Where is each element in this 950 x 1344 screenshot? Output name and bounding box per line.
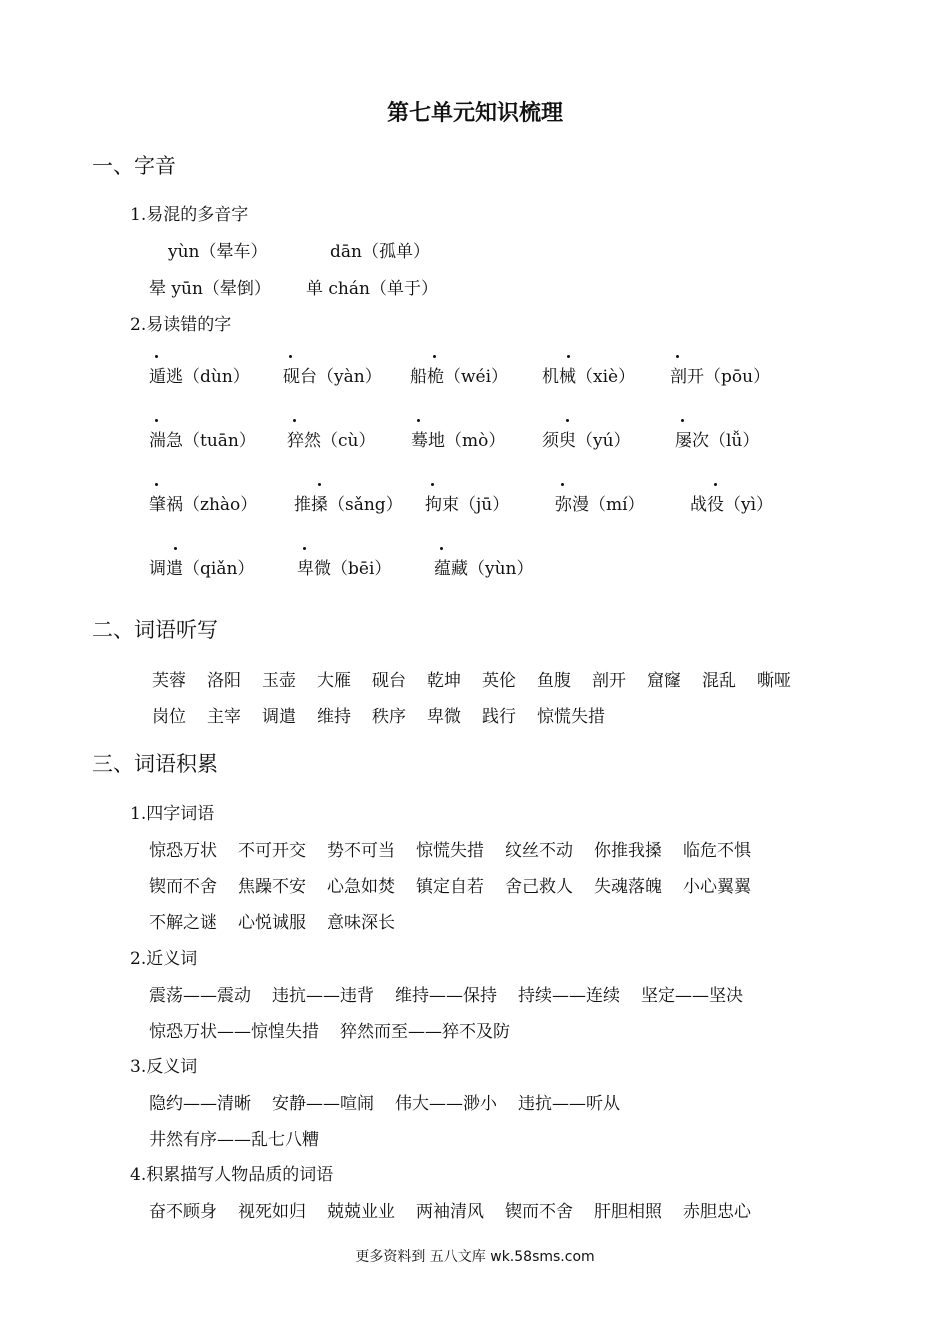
list-item: 猝然（cù） [287, 431, 376, 451]
emphasis-dot [433, 355, 436, 358]
section-heading-pronunciation: 一、字音 [92, 154, 176, 178]
list-item: 惊恐万状 [149, 841, 217, 861]
polyphone-yun-lower [149, 274, 271, 299]
list-item: 焦躁不安 [238, 877, 306, 897]
section-heading-vocabulary: 三、词语积累 [92, 752, 218, 776]
list-item: 玉壶 [262, 671, 296, 691]
list-item: 势不可当 [327, 841, 395, 861]
list-item: 芙蓉 [152, 671, 186, 691]
emphasis-dot [293, 419, 296, 422]
list-item: 洛阳 [207, 671, 241, 691]
list-item: 坚定——坚决 [641, 986, 743, 1006]
polyphone-dan-lower [306, 274, 438, 299]
list-item: 伟大——渺小 [395, 1094, 497, 1114]
emphasis-dot [714, 483, 717, 486]
list-item: 纹丝不动 [505, 841, 573, 861]
synonyms-row-1 [149, 981, 743, 1006]
list-item: 调遣 [262, 707, 296, 727]
emphasis-dot [289, 355, 292, 358]
page-title: 第七单元知识梳理 [386, 101, 563, 126]
dictation-row-2 [152, 702, 605, 727]
polyphone-char-dan: 单 [306, 279, 323, 299]
emphasis-dot [318, 483, 321, 486]
list-item: 屡次（lǚ） [675, 431, 760, 451]
list-item: 砚台（yàn） [283, 367, 382, 387]
list-item: 你推我搡 [594, 841, 662, 861]
list-item: 大雁 [317, 671, 351, 691]
list-item: 舍己救人 [505, 877, 573, 897]
subheading-four-char: 1.四字词语 [130, 804, 215, 824]
list-item: 意味深长 [327, 913, 395, 933]
list-item: 猝然而至——猝不及防 [340, 1022, 510, 1042]
polyphone-char-yun: 晕 [149, 279, 166, 299]
list-item: 岗位 [152, 707, 186, 727]
list-item: 两袖清风 [416, 1202, 484, 1222]
subheading-easy-wrong: 2.易读错的字 [130, 315, 232, 335]
subheading-polyphones: 1.易混的多音字 [130, 205, 249, 225]
list-item: 心悦诚服 [238, 913, 306, 933]
list-item: 主宰 [207, 707, 241, 727]
list-item: 弥漫（mí） [555, 495, 645, 515]
list-item: 井然有序——乱七八糟 [149, 1130, 319, 1150]
list-item: 湍急（tuān） [149, 431, 256, 451]
list-item: 赤胆忠心 [683, 1202, 751, 1222]
list-item: 蕴藏（yùn） [434, 559, 534, 579]
list-item: 心急如焚 [327, 877, 395, 897]
emphasis-dot [681, 419, 684, 422]
list-item: 视死如归 [238, 1202, 306, 1222]
list-item: 违抗——听从 [518, 1094, 620, 1114]
list-item: 小心翼翼 [683, 877, 751, 897]
list-item: 锲而不舍 [149, 877, 217, 897]
list-item: 安静——喧闹 [272, 1094, 374, 1114]
list-item: 维持 [317, 707, 351, 727]
list-item: 肝胆相照 [594, 1202, 662, 1222]
list-item: 剖开 [592, 671, 626, 691]
subheading-qualities: 4.积累描写人物品质的词语 [130, 1165, 334, 1185]
list-item: 蓦地（mò） [411, 431, 506, 451]
list-item: 失魂落魄 [594, 877, 662, 897]
list-item: 不解之谜 [149, 913, 217, 933]
emphasis-dot [155, 355, 158, 358]
synonyms-row-2 [149, 1017, 510, 1042]
list-item: 惊慌失措 [416, 841, 484, 861]
list-item: 剖开（pōu） [670, 367, 771, 387]
emphasis-dot [431, 483, 434, 486]
list-item: 惊慌失措 [537, 707, 605, 727]
list-item: 战役（yì） [690, 495, 774, 515]
polyphone-dan-reading: chán（单于） [328, 279, 438, 299]
list-item: 兢兢业业 [327, 1202, 395, 1222]
emphasis-dot [155, 483, 158, 486]
list-item: 推搡（sǎng） [294, 495, 403, 515]
list-item: 须臾（yú） [542, 431, 631, 451]
list-item: 违抗——违背 [272, 986, 374, 1006]
antonyms-row-1 [149, 1089, 620, 1114]
four-char-row-1 [149, 836, 751, 861]
list-item: 英伦 [482, 671, 516, 691]
polyphone-yun-reading: yūn（晕倒） [171, 279, 271, 299]
list-item: 奋不顾身 [149, 1202, 217, 1222]
list-item: 维持——保持 [395, 986, 497, 1006]
list-item: 砚台 [372, 671, 406, 691]
polyphone-yun-upper: yùn（晕车） [168, 242, 268, 262]
list-item: 临危不惧 [683, 841, 751, 861]
polyphone-dan-upper: dān（孤单） [330, 242, 430, 262]
list-item: 窟窿 [647, 671, 681, 691]
emphasis-dot [676, 355, 679, 358]
four-char-row-3 [149, 908, 395, 933]
emphasis-dot [174, 547, 177, 550]
list-item: 遁逃（dùn） [149, 367, 250, 387]
emphasis-dot [567, 355, 570, 358]
list-item: 乾坤 [427, 671, 461, 691]
emphasis-dot [561, 483, 564, 486]
list-item: 持续——连续 [518, 986, 620, 1006]
list-item: 锲而不舍 [505, 1202, 573, 1222]
emphasis-dot [417, 419, 420, 422]
dictation-row-1 [152, 666, 791, 691]
list-item: 震荡——震动 [149, 986, 251, 1006]
list-item: 隐约——清晰 [149, 1094, 251, 1114]
list-item: 嘶哑 [757, 671, 791, 691]
antonyms-row-2 [149, 1125, 319, 1150]
four-char-row-2 [149, 872, 751, 897]
qualities-row-1 [149, 1197, 751, 1222]
emphasis-dot [155, 419, 158, 422]
list-item: 肇祸（zhào） [149, 495, 258, 515]
subheading-synonyms: 2.近义词 [130, 949, 198, 969]
emphasis-dot [440, 547, 443, 550]
emphasis-dot [566, 419, 569, 422]
list-item: 践行 [482, 707, 516, 727]
emphasis-dot [303, 547, 306, 550]
list-item: 船桅（wéi） [410, 367, 509, 387]
list-item: 秩序 [372, 707, 406, 727]
list-item: 不可开交 [238, 841, 306, 861]
list-item: 拘束（jū） [425, 495, 510, 515]
list-item: 混乱 [702, 671, 736, 691]
list-item: 鱼腹 [537, 671, 571, 691]
list-item: 惊恐万状——惊惶失措 [149, 1022, 319, 1042]
list-item: 卑微（bēi） [297, 559, 392, 579]
section-heading-dictation: 二、词语听写 [92, 618, 218, 642]
list-item: 调遣（qiǎn） [149, 559, 255, 579]
subheading-antonyms: 3.反义词 [130, 1057, 198, 1077]
list-item: 机械（xiè） [542, 367, 636, 387]
list-item: 卑微 [427, 707, 461, 727]
list-item: 镇定自若 [416, 877, 484, 897]
footer-link[interactable]: 更多资料到 五八文库 wk.58sms.com [355, 1249, 595, 1265]
